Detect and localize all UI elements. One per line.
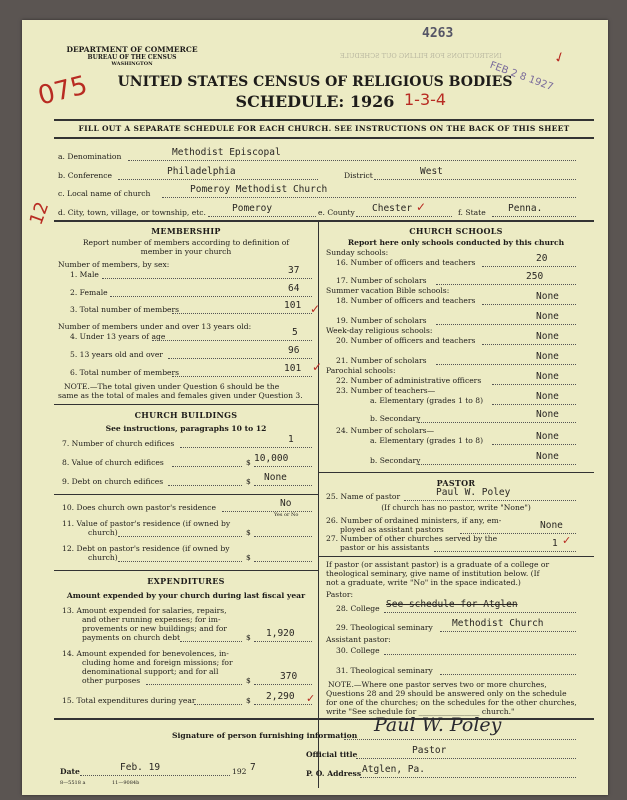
q12-label-1: 12. Debt on pastor's residence (if owned by [62, 544, 230, 553]
official-title-label: Official title [306, 750, 358, 759]
church-name-value: Pomeroy Methodist Church [190, 184, 328, 195]
year-label: 192 [232, 767, 247, 776]
parochial-label: Parochial schools: [326, 366, 396, 375]
denomination-label: a. Denomination [58, 152, 122, 161]
q26-label-2: ployed as assistant pastors [340, 525, 444, 534]
q23b-value: None [536, 409, 559, 420]
q2-value: 64 [288, 283, 300, 294]
q17-value: 250 [526, 271, 544, 282]
q10-label: 10. Does church own pastor's residence [62, 503, 216, 512]
county-label: e. County [318, 208, 355, 217]
q8-dollar: $ [246, 458, 251, 467]
q14-line-2: cluding home and foreign missions; for [82, 658, 233, 667]
q19-label: 19. Number of scholars [336, 316, 427, 325]
conference-label: b. Conference [58, 171, 113, 180]
q21-label: 21. Number of scholars [336, 356, 427, 365]
county-check-icon: ✓ [416, 200, 427, 214]
church-name-label: c. Local name of church [58, 189, 151, 198]
q23b-label: b. Secondary [370, 414, 421, 423]
q24-label: 24. Number of scholars— [336, 426, 435, 435]
q13-line-4: payments on church debt [82, 633, 180, 642]
q13-line-2: and other running expenses; for im- [82, 615, 221, 624]
q28-value: See schedule for Atglen [386, 599, 518, 610]
vacation-label: Summer vacation Bible schools: [326, 286, 450, 295]
q25-value: Paul W. Poley [436, 487, 511, 498]
membership-under: Number of members under and over 13 years old: [58, 322, 252, 331]
file-number: 075 [35, 70, 91, 112]
form-title: UNITED STATES CENSUS OF RELIGIOUS BODIES [117, 74, 513, 90]
q11-label-1: 11. Value of pastor's residence (if owned by [62, 519, 231, 528]
q6-check-icon: ✓ [312, 360, 323, 374]
q22-value: None [536, 371, 559, 382]
q13-line-3: provements or new buildings; and for [82, 624, 227, 633]
dept-city: WASHINGTON [111, 61, 153, 67]
pastor-note-2: Questions 28 and 29 should be answered only on the schedule [326, 689, 567, 698]
city-label: d. City, town, village, or township, etc. [58, 208, 206, 217]
buildings-sub: See instructions, paragraphs 10 to 12 [105, 424, 267, 433]
membership-note-1: NOTE.—The total given under Question 6 should be the [64, 382, 280, 391]
q6-value: 101 [284, 363, 302, 374]
q21-value: None [536, 351, 559, 362]
instruction-line: FILL OUT A SEPARATE SCHEDULE FOR EACH CHURCH. SEE INSTRUCTIONS ON THE BACK OF THIS SHEET [78, 124, 570, 133]
pastor-title: PASTOR [436, 478, 476, 488]
q5-label: 5. 13 years old and over [70, 350, 163, 359]
q8-value: 10,000 [254, 453, 289, 464]
q17-label: 17. Number of scholars [336, 276, 427, 285]
q4-label: 4. Under 13 years of age [70, 332, 166, 341]
q24b-value: None [536, 451, 559, 462]
q5-value: 96 [288, 345, 300, 356]
county-value: Chester [372, 203, 413, 214]
q24a-label: a. Elementary (grades 1 to 8) [370, 436, 484, 445]
po-value: Atglen, Pa. [362, 764, 425, 775]
q15-dollar: $ [246, 696, 251, 705]
q13-line-1: 13. Amount expended for salaries, repairs, [62, 606, 227, 615]
q12-label-2: church) [88, 553, 118, 562]
q14-line-3: denominational support; and for all [82, 667, 219, 676]
q6-label: 6. Total number of members [70, 368, 180, 377]
signature-label: Signature of person furnishing information [172, 731, 358, 740]
grad-line-1: If pastor (or assistant pastor) is a graduate of a college or [326, 560, 550, 569]
q9-dollar: $ [246, 477, 251, 486]
membership-bysex: Number of members, by sex: [58, 260, 170, 269]
q2-label: 2. Female [70, 288, 108, 297]
q23a-label: a. Elementary (grades 1 to 8) [370, 396, 484, 405]
q26-label-1: 26. Number of ordained ministers, if any, em- [326, 516, 502, 525]
city-value: Pomeroy [232, 203, 273, 214]
weekday-label: Week-day religious schools: [326, 326, 433, 335]
check-mark-icon: ✓ [551, 48, 569, 68]
q28-label: 28. College [336, 604, 380, 613]
q26-value: None [540, 520, 563, 531]
po-label: P. O. Address [306, 769, 362, 778]
q13-value: 1,920 [266, 628, 295, 639]
district-value: West [420, 166, 443, 177]
q9-value: None [264, 472, 287, 483]
pastor-sub-label: Pastor: [326, 590, 354, 599]
q15-check-icon: ✓ [306, 692, 316, 705]
assistant-label: Assistant pastor: [326, 635, 391, 644]
q23a-value: None [536, 391, 559, 402]
grad-line-2: theological seminary, give name of institution below. (If [326, 569, 540, 578]
print-number: 11—9084b [112, 780, 140, 786]
district-label: District [344, 171, 373, 180]
q19-value: None [536, 311, 559, 322]
q30-label: 30. College [336, 646, 380, 655]
buildings-title: CHURCH BUILDINGS [134, 410, 238, 420]
q10-value: No [280, 498, 292, 509]
year-digit: 7 [250, 762, 256, 773]
date-value: Feb. 19 [120, 762, 161, 773]
q15-value: 2,290 [266, 691, 295, 702]
q14-dollar: $ [246, 676, 251, 685]
q14-line-4: other purposes [82, 676, 141, 685]
q10-hint: Yes or No [274, 512, 299, 518]
expenditures-title: EXPENDITURES [147, 576, 225, 586]
q27-check-icon: ✓ [562, 534, 572, 547]
q11-label-2: church) [88, 528, 118, 537]
q14-value: 370 [280, 671, 298, 682]
q20-label: 20. Number of officers and teachers [336, 336, 476, 345]
q4-value: 5 [292, 327, 298, 338]
q24b-label: b. Secondary [370, 456, 421, 465]
q8-label: 8. Value of church edifices [62, 458, 164, 467]
q16-label: 16. Number of officers and teachers [336, 258, 476, 267]
q13-dollar: $ [246, 633, 251, 642]
membership-note-2: same as the total of males and females given under Question 3. [58, 391, 303, 400]
membership-title: MEMBERSHIP [151, 226, 221, 236]
signature-value: Paul W. Poley [374, 714, 502, 736]
census-form [22, 20, 608, 795]
q27-label-1: 27. Number of other churches served by the [326, 534, 498, 543]
schools-title: CHURCH SCHOOLS [409, 226, 503, 236]
date-label: Date [60, 767, 80, 776]
sunday-label: Sunday schools: [326, 248, 389, 257]
faint-header: INSTRUCTIONS FOR FILLING OUT SCHEDULE [340, 52, 502, 60]
q27-label-2: pastor or his assistants [340, 543, 430, 552]
date-stamp: FEB 2 8 1927 [488, 60, 555, 94]
state-value: Penna. [508, 203, 543, 214]
stamp-number: 4263 [422, 26, 454, 41]
q9-label: 9. Debt on church edifices [62, 477, 164, 486]
dept-name: DEPARTMENT OF COMMERCE [66, 45, 198, 54]
bureau-name: BUREAU OF THE CENSUS [87, 54, 177, 61]
pastor-note-1: NOTE.—Where one pastor serves two or more churches, [328, 680, 547, 689]
class-code: 1-3-4 [404, 90, 447, 109]
form-subtitle: SCHEDULE: 1926 [235, 92, 395, 111]
q7-value: 1 [288, 434, 294, 445]
q23-label: 23. Number of teachers— [336, 386, 436, 395]
pastor-note-4: write "See schedule for ________________ church." [326, 707, 515, 716]
q24a-value: None [536, 431, 559, 442]
q16-value: 20 [536, 253, 548, 264]
q3-label: 3. Total number of members [70, 305, 180, 314]
q25-label: 25. Name of pastor [326, 492, 401, 501]
state-label: f. State [458, 208, 486, 217]
q29-value: Methodist Church [452, 618, 544, 629]
membership-intro-2: member in your church [140, 247, 232, 256]
margin-mark: 12 [25, 199, 54, 228]
q1-label: 1. Male [70, 270, 99, 279]
q11-dollar: $ [246, 528, 251, 537]
q3-check-icon: ✓ [310, 302, 321, 316]
q31-label: 31. Theological seminary [336, 666, 433, 675]
q3-value: 101 [284, 300, 302, 311]
q22-label: 22. Number of administrative officers [336, 376, 482, 385]
q18-value: None [536, 291, 559, 302]
expenditures-sub: Amount expended by your church during last fiscal year [66, 591, 306, 600]
form-number: 8—5518 a [60, 780, 86, 786]
pastor-note-3: for one of the churches; on the schedules for the other churches, [326, 698, 577, 707]
q14-line-1: 14. Amount expended for benevolences, in- [62, 649, 229, 658]
q27-value: 1 [552, 538, 558, 549]
q7-label: 7. Number of church edifices [62, 439, 175, 448]
q18-label: 18. Number of officers and teachers [336, 296, 476, 305]
q15-label: 15. Total expenditures during year [62, 696, 196, 705]
q1-value: 37 [288, 265, 300, 276]
q12-dollar: $ [246, 553, 251, 562]
q29-label: 29. Theological seminary [336, 623, 433, 632]
membership-intro-1: Report number of members according to definition of [82, 238, 290, 247]
q20-value: None [536, 331, 559, 342]
official-title-value: Pastor [412, 745, 447, 756]
schools-sub: Report here only schools conducted by this church [347, 238, 565, 247]
q25-hint: (If church has no pastor, write "None") [381, 503, 531, 512]
conference-value: Philadelphia [167, 166, 236, 177]
denomination-value: Methodist Episcopal [172, 147, 281, 158]
grad-line-3: not a graduate, write "No" in the space indicated.) [326, 578, 521, 587]
